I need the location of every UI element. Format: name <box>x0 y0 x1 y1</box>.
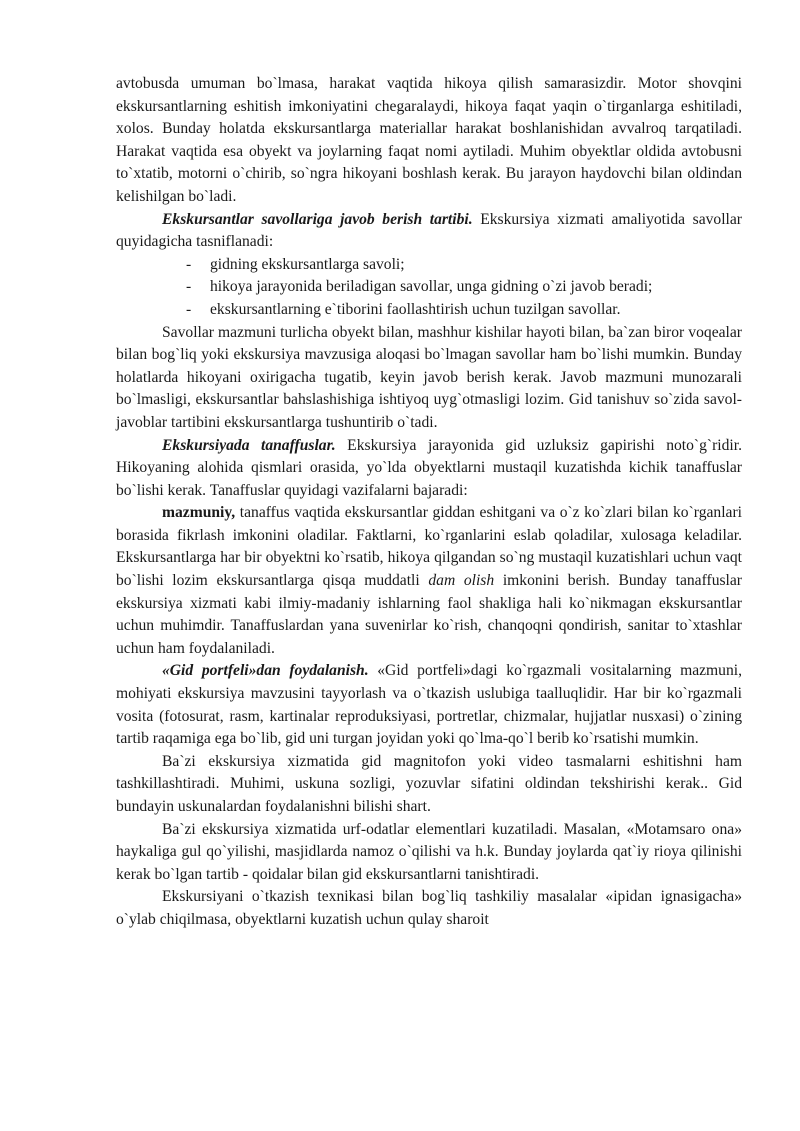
term-mazmuniy: mazmuniy, <box>162 504 236 522</box>
heading-guide-portfolio: «Gid portfeli»dan foydalanish. <box>162 662 369 680</box>
paragraph-organization: Ekskursiyani o`tkazish texnikasi bilan bog`liq tashkiliy masalalar «ipidan ignasigacha» o`ylab chiqilmasa, obyektlarni kuzatish uchun qulay sharoit <box>116 888 742 928</box>
paragraph-pauses-text: Ekskursiya jarayonida gid uzluksiz gapirishi noto`g`ridir. Hikoyaning alohida qismlari orasida, yo`lda obyektlarni mustaqil kuzatishda kichik tanaffuslar bo`lishi kerak. Tanaffuslar quyidagi vazifalarni bajaradi: <box>116 436 742 499</box>
paragraph-pauses <box>116 435 742 503</box>
paragraph-bus-narration: avtobusda umuman bo`lmasa, harakat vaqtida hikoya qilish samarasizdir. Motor shovqini ekskursantlarning eshitish imkoniyatini chegaralaydi, hikoya faqat yaqin o`tirganlarga eshitiladi, xolos. Bunday holatda ekskursantlarga materiallar harakat boshlanishidan avvalroq tarqatiladi. Harakat vaqtida esa obyekt va joylarning faqat nomi aytiladi. Muhim obyektlar oldida avtobusni to`xtatib, motorni o`chirib, so`ngra hikoyani boshlash kerak. Bu jarayon haydovchi bilan oldindan kelishilgan bo`ladi. <box>116 75 742 205</box>
paragraph-guide-portfolio-text: «Gid portfeli»dagi ko`rgazmali vositalarning mazmuni, mohiyati ekskursiya mavzusini tayyorlash va o`tkazish uslubiga taalluqlidir. Har bir ko`rgazmali vosita (fotosurat, rasm, kartinalar reproduksiyasi, portretlar, chizmalar, hujjatlar nusxasi) o`zining tartib raqamiga ega bo`lib, gid uni turgan joyidan yoki qo`lma-qo`l berib ko`rsatishi mumkin. <box>116 662 742 748</box>
list-item <box>186 299 742 322</box>
paragraph-guide-portfolio <box>116 660 742 750</box>
paragraph-customs: Ba`zi ekskursiya xizmatida urf-odatlar elementlari kuzatiladi. Masalan, «Motamsaro ona» haykaliga gul qo`yilishi, masjidlarda namoz o`qilishi va h.k. Bunday joylarda qat`iy rioya qilinishi kerak bo`lgan tartib - qoidalar bilan gid ekskursantlarni tanishtiradi. <box>116 820 742 883</box>
paragraph-media-equipment: Ba`zi ekskursiya xizmatida gid magnitofon yoki video tasmalarni eshitishni ham tashkillashtiradi. Muhimi, uskuna sozligi, yozuvlar sifatini oldindan tekshirishi kerak.. Gid bundayin uskunalardan foydalanishni bilishi shart. <box>116 752 742 815</box>
list-item-text: hikoya jarayonida beriladigan savollar, unga gidning o`zi javob beradi; <box>210 278 653 296</box>
paragraph-content-pause <box>116 502 742 660</box>
paragraph-content-pause-text-a: tanaffus vaqtida ekskursantlar giddan eshitgani va o`z ko`zlari bilan ko`rganlari borasida fikrlash imkonini oladilar. Faktlarni, ko`rganlarini eslab qoladilar, xulosaga keladilar. Ekskursantlarga har bir obyektni ko`rsatib, hikoya qilgandan so`ng mustaqil kuzatishlari uchun vaqt bo`lishi lozim ekskursantlarga qisqa muddatli <box>116 504 742 590</box>
heading-pauses: Ekskursiyada tanaffuslar. <box>162 436 336 454</box>
term-dam-olish: dam olish <box>428 572 495 590</box>
paragraph-content-pause-text-b: imkonini berish. Bunday tanaffuslar ekskursiya xizmati kabi ilmiy-madaniy ishlarning faol shakliga hali ko`nikmagan ekskursantlar uchun muhimdir. Tanaffuslardan yana suvenirlar ko`rish, chanqoqni qondirish, sanitar to`xtashlar uchun ham foydalaniladi. <box>116 572 742 657</box>
list-item <box>186 276 742 299</box>
list-item-text: gidning ekskursantlarga savoli; <box>210 255 405 273</box>
list-item-text: ekskursantlarning e`tiborini faollashtirish uchun tuzilgan savollar. <box>210 300 621 318</box>
paragraph-questions-order <box>116 209 742 254</box>
document-page <box>116 73 742 932</box>
heading-questions-order: Ekskursantlar savollariga javob berish tartibi. <box>162 210 473 228</box>
paragraph-question-content: Savollar mazmuni turlicha obyekt bilan, mashhur kishilar hayoti bilan, ba`zan biror voqealar bilan bog`liq yoki ekskursiya mavzusiga aloqasi bo`lmagan savollar ham bo`lishi mumkin. Bunday holatlarda hikoyani oxirigacha tugatib, keyin javob berish kerak. Javob mazmuni munozarali bo`lmasligi, ekskursantlar bahslashishiga ishtiyoq uyg`otmasligi lozim. Gid tanishuv so`zida savol-javoblar tartibini ekskursantlarga tushuntirib o`tadi. <box>116 323 742 431</box>
list-dash-marker: - <box>186 278 192 296</box>
paragraph-questions-text: Ekskursiya xizmati amaliyotida savollar quyidagicha tasniflanadi: <box>116 210 742 251</box>
question-types-list <box>116 254 742 322</box>
list-dash-marker: - <box>186 300 192 318</box>
list-dash-marker: - <box>186 255 192 273</box>
list-item <box>186 254 742 277</box>
